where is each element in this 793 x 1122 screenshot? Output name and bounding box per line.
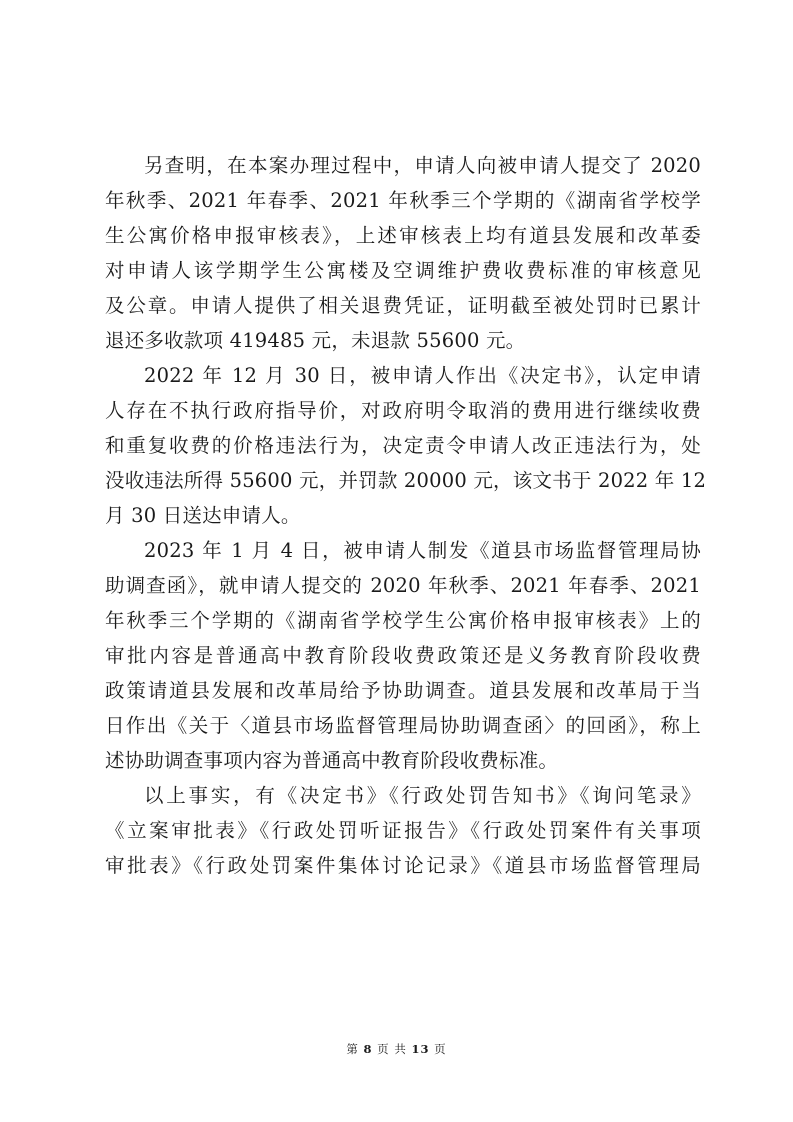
body-text-line: 审批内容是普通高中教育阶段收费政策还是义务教育阶段收费 <box>105 644 701 667</box>
current-page-number: 8 <box>363 1042 373 1056</box>
body-text-line: 2023 年 1 月 4 日，被申请人制发《道县市场监督管理局协 <box>144 539 701 562</box>
body-text-line: 月 30 日送达申请人。 <box>105 504 301 527</box>
body-text-line: 人存在不执行政府指导价，对政府明令取消的费用进行继续收费 <box>105 399 701 422</box>
body-text-line: 政策请道县发展和改革局给予协助调查。道县发展和改革局于当 <box>105 679 701 702</box>
body-text-line: 退还多收款项 419485 元，未退款 55600 元。 <box>105 329 526 352</box>
body-text-line: 另查明，在本案办理过程中，申请人向被申请人提交了 2020 <box>144 154 701 177</box>
body-text-line: 助调查函》，就申请人提交的 2020 年秋季、2021 年春季、2021 <box>105 574 701 597</box>
footer-suffix: 页 <box>434 1042 447 1056</box>
body-text-line: 审批表》《行政处罚案件集体讨论记录》《道县市场监督管理局 <box>105 854 701 877</box>
total-page-count: 13 <box>411 1042 430 1056</box>
body-text-line: 和重复收费的价格违法行为，决定责令申请人改正违法行为，处 <box>105 434 701 457</box>
footer-middle: 页 共 <box>377 1042 407 1056</box>
body-text-line: 日作出《关于〈道县市场监督管理局协助调查函〉的回函》，称上 <box>105 714 701 737</box>
page-number-footer <box>0 1041 793 1057</box>
body-text-line: 没收违法所得 55600 元，并罚款 20000 元，该文书于 2022 年 12 <box>105 469 707 492</box>
body-text-line: 述协助调查事项内容为普通高中教育阶段收费标准。 <box>105 749 559 772</box>
body-text-line: 《立案审批表》《行政处罚听证报告》《行政处罚案件有关事项 <box>105 819 701 842</box>
body-text-line: 年秋季、2021 年春季、2021 年秋季三个学期的《湖南省学校学 <box>105 189 701 212</box>
body-text-line: 年秋季三个学期的《湖南省学校学生公寓价格申报审核表》上的 <box>105 609 701 632</box>
body-text-line: 以上事实，有《决定书》《行政处罚告知书》《询问笔录》 <box>144 784 701 807</box>
footer-prefix: 第 <box>346 1042 359 1056</box>
body-text-line: 对申请人该学期学生公寓楼及空调维护费收费标准的审核意见 <box>105 259 701 282</box>
body-text-line: 及公章。申请人提供了相关退费凭证，证明截至被处罚时已累计 <box>105 294 701 317</box>
body-text-line: 生公寓价格申报审核表》，上述审核表上均有道县发展和改革委 <box>105 224 701 247</box>
body-text-line: 2022 年 12 月 30 日，被申请人作出《决定书》，认定申请 <box>144 364 701 387</box>
